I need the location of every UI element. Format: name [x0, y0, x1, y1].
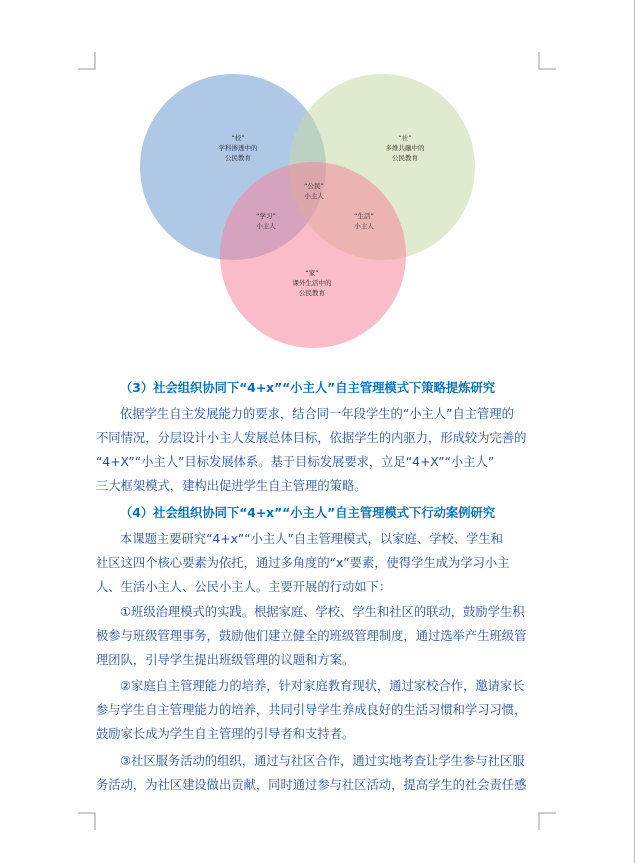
venn-label-school: “校” 学科渗透中的 公民教育	[218, 134, 258, 162]
corner-mark-bottom-left	[78, 812, 96, 830]
paragraph-line: 极参与班级管理事务，鼓励他们建立健全的班级管理制度，通过选举产生班级管	[96, 629, 527, 643]
paragraph-line: ②家庭自主管理能力的培养，针对家庭教育现状，通过家校合作，邀请家长	[120, 679, 525, 693]
paragraph-line: “4+X”“小主人”目标发展体系。基于目标发展要求，立足“4+X”“小主人”	[96, 455, 495, 469]
paragraph-line: ③社区服务活动的组织，通过与社区合作，通过实地考查让学生参与社区服	[120, 754, 525, 768]
venn-diagram	[0, 0, 635, 360]
paragraph-line: 依据学生自主发展能力的要求，结合同一年段学生的“小主人”自主管理的	[120, 407, 514, 421]
paragraph-2	[96, 527, 538, 599]
paragraph-1	[96, 402, 538, 498]
paragraph-line: 人、生活小主人、公民小主人。主要开展的行动如下：	[96, 580, 392, 594]
heading-3-text: （3）社会组织协同下“4+x”“小主人”自主管理模式下策略提炼研究	[120, 381, 496, 395]
paragraph-line: 务活动，为社区建设做出贡献，同时通过参与社区活动，提高学生的社会责任感	[96, 778, 527, 792]
paragraph-line: 参与学生自主管理能力的培养，共同引导学生养成良好的生活习惯和学习习惯，	[96, 703, 527, 717]
venn-label-study: “学习” 小主人	[256, 212, 276, 230]
heading-3	[120, 376, 562, 400]
paragraph-line: ①班级治理模式的实践。根据家庭、学校、学生和社区的联动，鼓励学生积	[120, 605, 525, 619]
venn-label-life: “生活” 小主人	[354, 212, 374, 230]
heading-4-text: （4）社会组织协同下“4+x”“小主人”自主管理模式下行动案例研究	[120, 506, 496, 520]
list-item-2	[96, 674, 538, 746]
paragraph-line: 鼓励家长成为学生自主管理的引导者和支持者。	[96, 727, 355, 741]
paragraph-line: 三大框架模式，建构出促进学生自主管理的策略。	[96, 479, 367, 493]
paragraph-line: 本课题主要研究“4+x”“小主人”自主管理模式，以家庭、学校、学生和	[120, 532, 503, 546]
heading-4	[120, 501, 562, 525]
venn-label-citizen: “公民” 小主人	[304, 182, 324, 200]
paragraph-line: 不同情况，分层设计小主人发展总体目标，依据学生的内驱力，形成较为完善的	[96, 431, 527, 445]
corner-mark-bottom-right	[538, 812, 556, 830]
list-item-3	[96, 749, 538, 797]
list-item-1	[96, 600, 538, 672]
paragraph-line: 社区这四个核心要素为依托，通过多角度的“x”要素，使得学生成为学习小主	[96, 556, 510, 570]
paragraph-line: 理团队，引导学生提出班级管理的议题和方案。	[96, 653, 355, 667]
venn-label-society: “社” 多维共融中的 公民教育	[385, 134, 425, 162]
venn-label-home: “家” 课外生活中的 公民教育	[292, 269, 332, 297]
